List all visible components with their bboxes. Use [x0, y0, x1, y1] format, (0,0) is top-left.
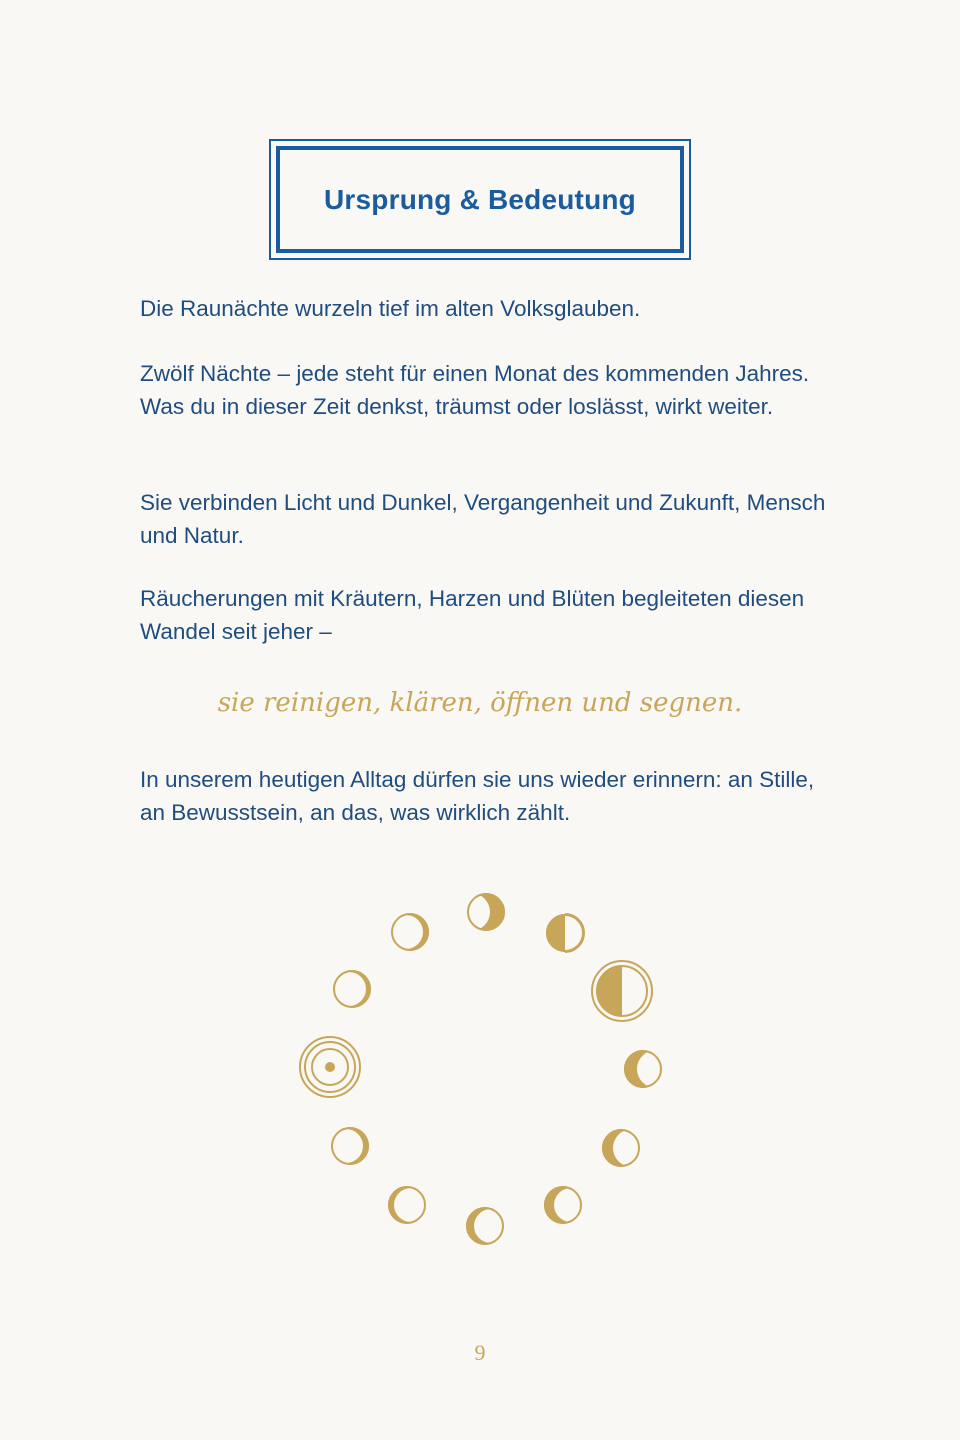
- moon-first-quarter-icon: [546, 914, 584, 952]
- paragraph-1: Die Raunächte wurzeln tief im alten Volksglauben.: [140, 296, 641, 321]
- moon-waxing-gibbous-icon: [467, 893, 505, 931]
- page-title: Ursprung & Bedeutung: [324, 183, 636, 215]
- moon-new-moon-ringed-icon: [300, 1037, 360, 1097]
- moon-waning-gibbous-2-icon: [602, 1129, 640, 1167]
- closing-paragraph: In unserem heutigen Alltag dürfen sie uns wieder erinnern: an Stille, an Bewusstsein, an das, was wirklich zählt.: [140, 767, 815, 825]
- paragraph-3: Sie verbinden Licht und Dunkel, Vergangenheit und Zukunft, Mensch und Natur.: [140, 490, 826, 548]
- moon-thin-waxing-crescent-icon: [333, 970, 371, 1008]
- moon-waning-gibbous-icon: [624, 1050, 662, 1088]
- moon-crescent-icon: [331, 1127, 369, 1165]
- paragraph-4: Räucherungen mit Kräutern, Harzen und Blüten begleiteten diesen Wandel seit jeher –: [140, 586, 805, 644]
- moon-waning-crescent-icon: [544, 1186, 582, 1224]
- moon-thin-crescent-icon: [388, 1186, 426, 1224]
- page-number: 9: [474, 1340, 486, 1365]
- moon-waning-crescent-2-icon: [466, 1207, 504, 1245]
- moon-waxing-crescent-icon: [391, 913, 429, 951]
- moon-half-ringed-icon: [592, 961, 652, 1021]
- paragraph-2: Zwölf Nächte – jede steht für einen Monat des kommenden Jahres. Was du in dieser Zeit denkst, träumst oder loslässt, wirkt weiter.: [140, 361, 810, 419]
- quote-line: sie reinigen, klären, öffnen und segnen.: [217, 688, 743, 718]
